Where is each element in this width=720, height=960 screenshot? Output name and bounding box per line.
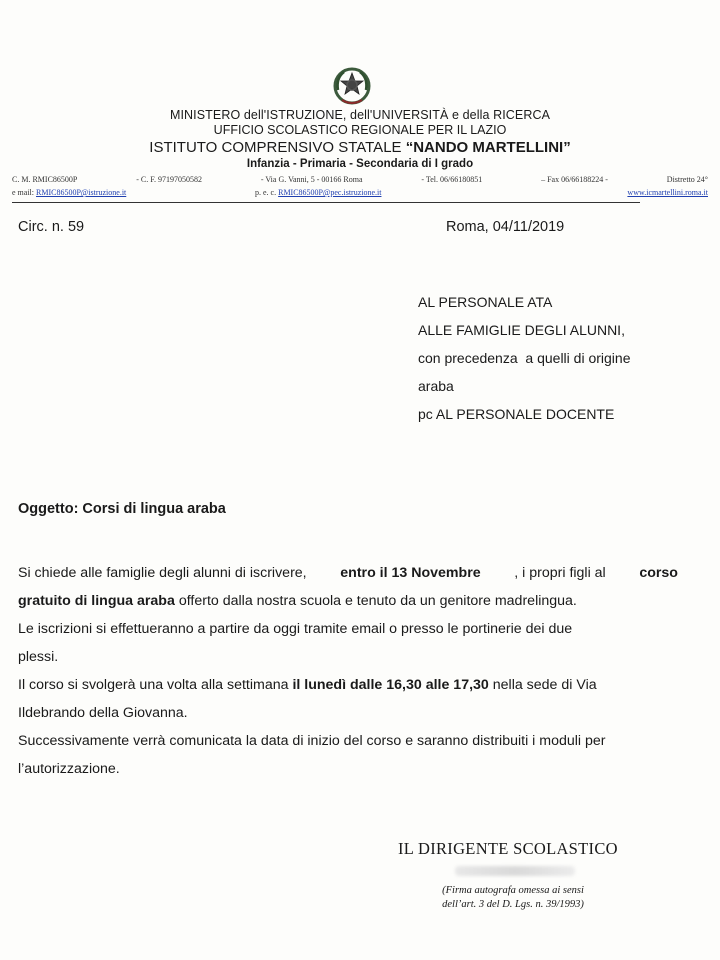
school-code: C. M. RMIC86500P (12, 175, 78, 184)
signatory-title: IL DIRIGENTE SCOLASTICO (398, 839, 618, 858)
fiscal-code: - C. F. 97197050582 (136, 175, 203, 184)
school-levels: Infanzia - Primaria - Secondaria di I grado (246, 158, 474, 170)
institute-prefix: ISTITUTO COMPRENSIVO STATALE (149, 139, 402, 156)
body-line (18, 643, 678, 671)
recipient-line: ALLE FAMIGLIE DEGLI ALUNNI, (418, 322, 625, 338)
body-line (18, 699, 678, 727)
redacted-signatory-name (455, 866, 575, 876)
signature-note (400, 884, 626, 912)
address: - Via G. Vanni, 5 - 00166 Roma (260, 175, 363, 184)
signature-note-line: dell’art. 3 del D. Lgs. n. 39/1993) (442, 899, 584, 910)
signature-note-line: (Firma autografa omessa ai sensi (442, 885, 584, 896)
subject-line: Oggetto: Corsi di lingua araba (18, 501, 226, 517)
body-text: plessi. (18, 649, 59, 665)
letterhead-divider (12, 202, 640, 203)
body-line (18, 615, 678, 643)
schedule-text: il lunedì dalle 16,30 alle 17,30 (292, 677, 489, 693)
body-text: Le iscrizioni si effettueranno a partire da oggi tramite email o presso le portinerie dei due (18, 621, 573, 637)
deadline-text: entro il 13 Novembre (340, 565, 481, 581)
pec-group (255, 188, 381, 197)
body-line (18, 755, 678, 783)
body-text: Il corso si svolgerà una volta alla settimana (18, 677, 289, 693)
email-label: e mail: (12, 188, 34, 197)
email-line (12, 188, 708, 197)
ministry-heading: MINISTERO dell'ISTRUZIONE, dell'UNIVERSITÀ e della RICERCA (169, 108, 551, 122)
pec-link[interactable]: RMIC86500P@pec.istruzione.it (278, 188, 382, 197)
recipient-line: araba (418, 378, 454, 394)
institute-heading (0, 139, 720, 156)
course-text: corso (639, 565, 678, 581)
course-text: gratuito di lingua araba (18, 593, 175, 609)
body-text: , i propri figli al (514, 565, 606, 581)
body-paragraph (18, 559, 678, 783)
recipients-block (418, 288, 630, 428)
recipient-line: AL PERSONALE ATA (418, 294, 553, 310)
website-link[interactable]: www.icmartellini.roma.it (627, 188, 708, 197)
body-line (18, 559, 678, 587)
contact-line (12, 175, 708, 184)
district: Distretto 24° (666, 175, 708, 184)
body-text: Si chiede alle famiglie degli alunni di iscrivere, (18, 565, 307, 581)
regional-office-heading: UFFICIO SCOLASTICO REGIONALE PER IL LAZIO (213, 123, 507, 137)
circular-date: Roma, 04/11/2019 (446, 219, 565, 235)
circular-number: Circ. n. 59 (18, 219, 85, 235)
body-text: Successivamente verrà comunicata la data di inizio del corso e saranno distribuiti i moduli per (18, 733, 606, 749)
institute-name: “NANDO MARTELLINI” (405, 139, 571, 156)
body-line (18, 671, 678, 699)
body-text: l’autorizzazione. (18, 761, 120, 777)
recipient-line: con precedenza a quelli di origine (418, 350, 631, 366)
phone: - Tel. 06/66180851 (421, 175, 483, 184)
body-text: offerto dalla nostra scuola e tenuto da un genitore madrelingua. (178, 593, 577, 609)
fax: – Fax 06/66188224 - (541, 175, 608, 184)
email-link[interactable]: RMIC86500P@istruzione.it (36, 188, 127, 197)
body-line (18, 587, 678, 615)
pec-label: p. e. c. (255, 188, 277, 197)
body-line (18, 727, 678, 755)
body-text: nella sede di Via (492, 677, 597, 693)
body-text: Ildebrando della Giovanna. (18, 705, 188, 721)
recipient-line: pc AL PERSONALE DOCENTE (418, 406, 615, 422)
italian-republic-emblem-icon (332, 64, 372, 108)
